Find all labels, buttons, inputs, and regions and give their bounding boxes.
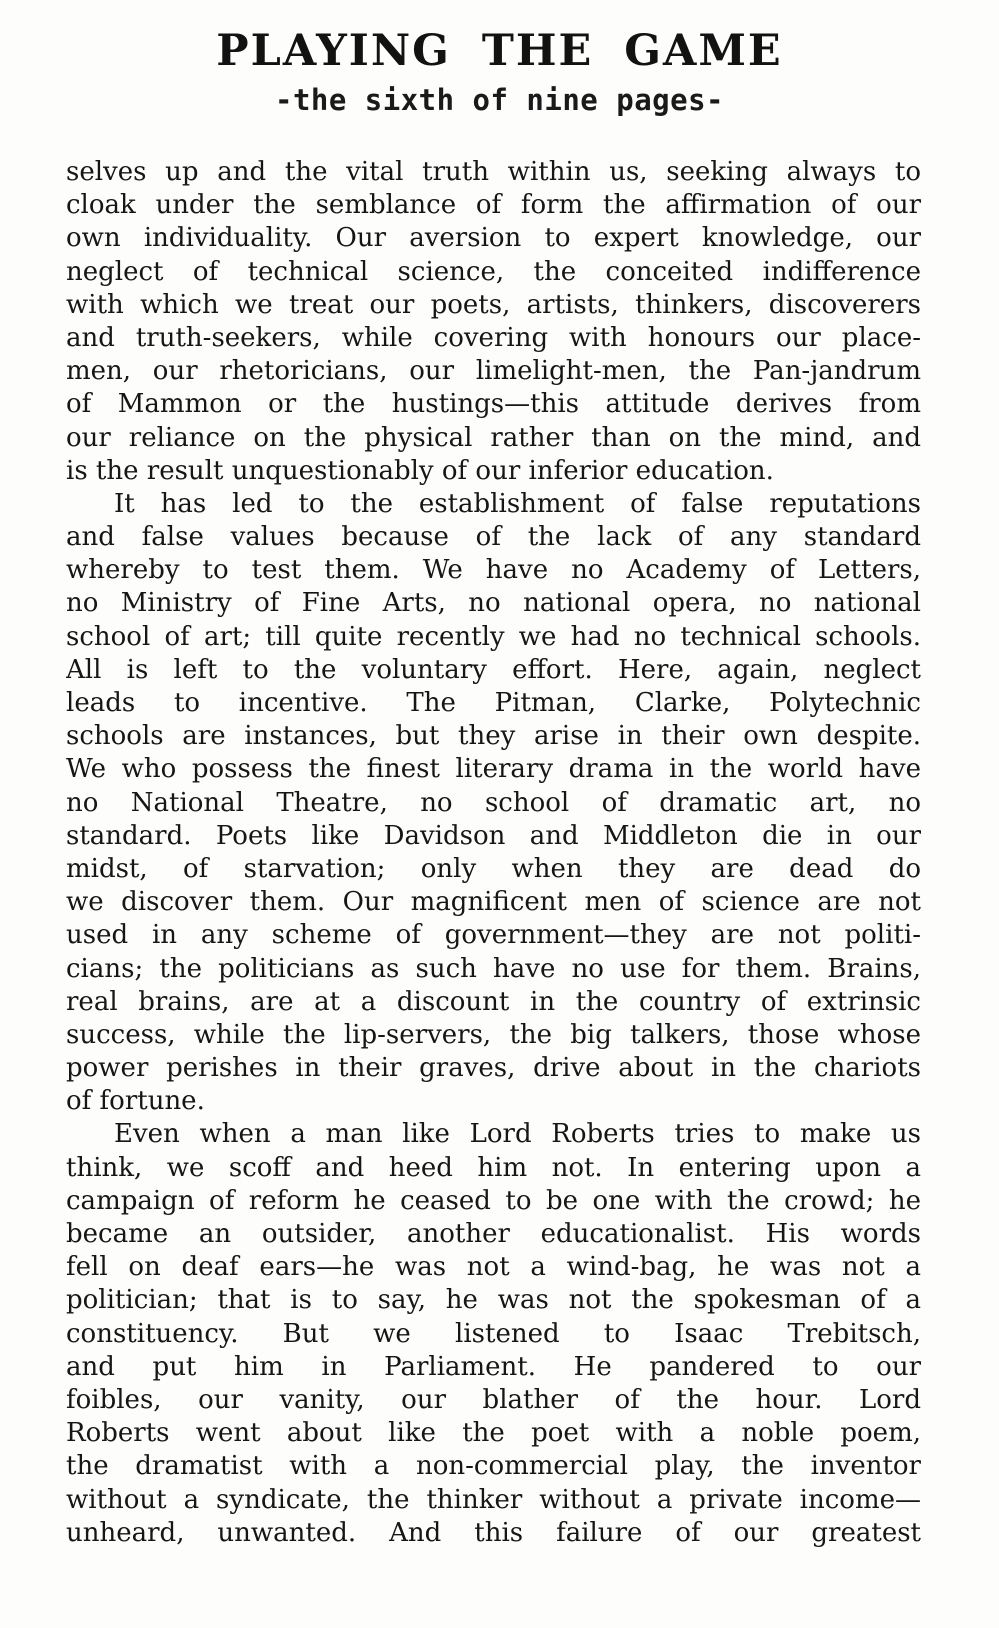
text-line: unheard, unwanted. And this failure of our greatest — [66, 1517, 921, 1548]
text-line: standard. Poets like Davidson and Middleton die in our — [66, 820, 921, 851]
text-line: our reliance on the physical rather than on the mind, and — [66, 422, 921, 453]
paragraph — [66, 156, 921, 488]
text-line: success, while the lip-servers, the big talkers, those whose — [66, 1019, 921, 1050]
page-text — [66, 156, 921, 1550]
text-line: Even when a man like Lord Roberts tries to make us — [114, 1119, 921, 1150]
text-line: men, our rhetoricians, our limelight-men, the Pan-jandrum — [66, 356, 921, 387]
page-title: PLAYING THE GAME — [216, 26, 783, 76]
text-line: of fortune. — [66, 1086, 205, 1117]
text-line: and truth-seekers, while covering with honours our place- — [66, 322, 921, 353]
text-line: power perishes in their graves, drive about in the chariots — [66, 1053, 921, 1084]
page-subtitle: -the sixth of nine pages- — [275, 83, 724, 117]
text-line: constituency. But we listened to Isaac Trebitsch, — [66, 1318, 921, 1349]
text-line: neglect of technical science, the conceited indifference — [66, 256, 921, 287]
text-line: whereby to test them. We have no Academy of Letters, — [66, 555, 921, 586]
text-line: is the result unquestionably of our inferior education. — [66, 455, 774, 486]
text-line: think, we scoff and heed him not. In entering upon a — [66, 1152, 921, 1183]
text-line: We who possess the finest literary drama in the world have — [66, 754, 921, 785]
text-line: It has led to the establishment of false reputations — [114, 488, 921, 519]
text-line: became an outsider, another educationalist. His words — [66, 1219, 921, 1249]
text-line: used in any scheme of government—they are not politi- — [66, 920, 921, 951]
text-line: own individuality. Our aversion to expert knowledge, our — [66, 223, 921, 254]
text-line: of Mammon or the hustings—this attitude derives from — [66, 389, 921, 420]
text-line: and false values because of the lack of any standard — [66, 522, 921, 553]
text-line: schools are instances, but they arise in their own despite. — [66, 721, 921, 752]
text-line: Roberts went about like the poet with a noble poem, — [66, 1418, 921, 1449]
text-line: the dramatist with a non-commercial play, the inventor — [66, 1451, 921, 1482]
text-line: fell on deaf ears—he was not a wind-bag, he was not a — [66, 1252, 921, 1283]
paragraph — [66, 488, 921, 1119]
text-line: politician; that is to say, he was not the spokesman of a — [66, 1285, 921, 1316]
text-line: cians; the politicians as such have no use for them. Brains, — [66, 953, 921, 984]
text-line: school of art; till quite recently we had no technical schools. — [66, 621, 921, 652]
text-line: without a syndicate, the thinker without a private income— — [66, 1484, 921, 1515]
text-line: selves up and the vital truth within us, seeking always to — [66, 157, 921, 187]
text-line: real brains, are at a discount in the country of extrinsic — [66, 986, 921, 1017]
text-line: All is left to the voluntary effort. Here, again, neglect — [66, 654, 921, 685]
text-line: foibles, our vanity, our blather of the hour. Lord — [66, 1384, 921, 1415]
text-line: campaign of reform he ceased to be one with the crowd; he — [66, 1185, 921, 1216]
text-line: no National Theatre, no school of dramatic art, no — [66, 787, 921, 818]
text-line: we discover them. Our magnificent men of science are not — [66, 887, 921, 918]
text-line: no Ministry of Fine Arts, no national opera, no national — [66, 588, 921, 619]
text-line: and put him in Parliament. He pandered to our — [66, 1351, 921, 1382]
text-line: cloak under the semblance of form the affirmation of our — [66, 190, 921, 221]
page-header — [0, 26, 999, 117]
text-line: midst, of starvation; only when they are dead do — [66, 853, 921, 884]
text-line: leads to incentive. The Pitman, Clarke, Polytechnic — [66, 688, 921, 718]
paragraph — [66, 1118, 921, 1549]
text-line: with which we treat our poets, artists, thinkers, discoverers — [66, 289, 921, 320]
